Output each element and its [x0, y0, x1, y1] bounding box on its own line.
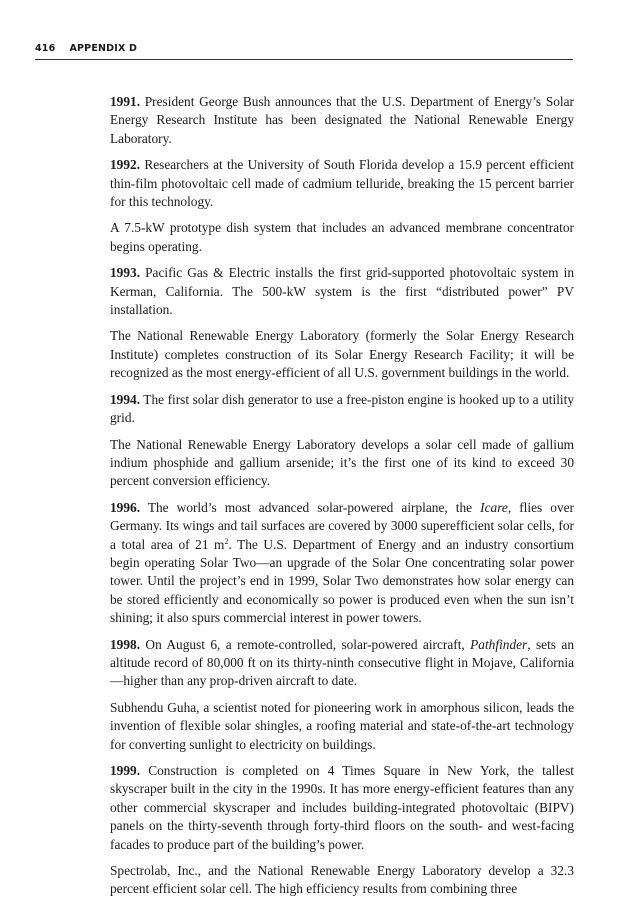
running-head — [35, 43, 573, 54]
aircraft-name: Icare — [480, 499, 508, 515]
paragraph-1993: 1993. Pacific Gas & Electric installs the first grid-supported photovoltaic system in Kerman, California. The 500-kW system is the first “distributed power” PV installation. — [110, 265, 574, 318]
paragraph-1994: 1994. The first solar dish generator to use a free-piston engine is hooked up to a utility grid. — [110, 391, 574, 426]
paragraph-gallium-cell: The National Renewable Energy Laboratory develops a solar cell made of gallium indium phosphide and gallium arsenide; it’s the first one of its kind to exceed 30 percent conversion efficiency. — [110, 436, 574, 489]
year-label: 1996. — [110, 499, 141, 515]
paragraph-nrel-facility: The National Renewable Energy Laboratory (formerly the Solar Energy Research Institute) completes construction of its Solar Energy Research Facility; it will be recognized as the most energy-efficient of all U.S. government buildings in the world. — [110, 328, 574, 381]
paragraph-dish-system: A 7.5-kW prototype dish system that includes an advanced membrane concentrator begins operating. — [110, 220, 574, 254]
paragraph-1991: 1991. President George Bush announces that the U.S. Department of Energy’s Solar Energy Research Institute has been designated the National Renewable Energy Laboratory. — [110, 94, 574, 146]
body-text — [110, 93, 574, 907]
paragraph-1998: 1998. On August 6, a remote-controlled, solar-powered aircraft, Pathfinder, sets an altitude record of 80,000 ft on its thirty-ninth consecutive flight in Mojave, California—higher than any prop-driven aircraft to date. — [110, 636, 574, 689]
aircraft-name: Pathfinder — [470, 636, 528, 652]
paragraph-spectrolab: Spectrolab, Inc., and the National Renewable Energy Laboratory develop a 32.3 percent efficient solar cell. The high efficiency results from combining three — [110, 863, 574, 897]
page-number: 416 — [35, 43, 56, 54]
year-label: 1991. — [110, 94, 141, 109]
paragraph-1992: 1992. Researchers at the University of South Florida develop a 15.9 percent efficient thin-film photovoltaic cell made of cadmium telluride, breaking the 15 percent barrier for this technology. — [110, 157, 574, 210]
paragraph-1999: 1999. Construction is completed on 4 Times Square in New York, the tallest skyscraper built in the city in the 1990s. It has more energy-efficient features than any other commercial skyscraper and includes building-integrated photovoltaic (BIPV) panels on the thirty-seventh through forty-third floors on the south- and west-facing facades to produce part of the building’s power. — [110, 763, 574, 852]
year-label: 1992. — [110, 157, 141, 173]
paragraph-guha: Subhendu Guha, a scientist noted for pioneering work in amorphous silicon, leads the invention of flexible solar shingles, a roofing material and state-of-the-art technology for converting sunlight to electricity on buildings. — [110, 699, 574, 752]
year-label: 1999. — [110, 763, 141, 778]
year-label: 1998. — [110, 636, 141, 652]
year-label: 1993. — [110, 265, 141, 281]
year-label: 1994. — [110, 391, 141, 407]
header-rule — [35, 59, 573, 60]
section-title: APPENDIX D — [69, 43, 138, 54]
paragraph-1996: 1996. The world’s most advanced solar-powered airplane, the Icare, flies over Germany. Its wings and tail surfaces are covered by 3000 superefficient solar cells, for a total area of 21 $m^2$. The U.S. Department of Energy and an industry consortium begin operating Solar Two—an upgrade of the Solar One concentrating solar power tower. Until the project’s end in 1999, Solar Two demonstrates how solar energy can be stored efficiently and economically so power is produced even when the sun isn’t shining; it also spurs commercial interest in power towers. — [110, 499, 574, 626]
